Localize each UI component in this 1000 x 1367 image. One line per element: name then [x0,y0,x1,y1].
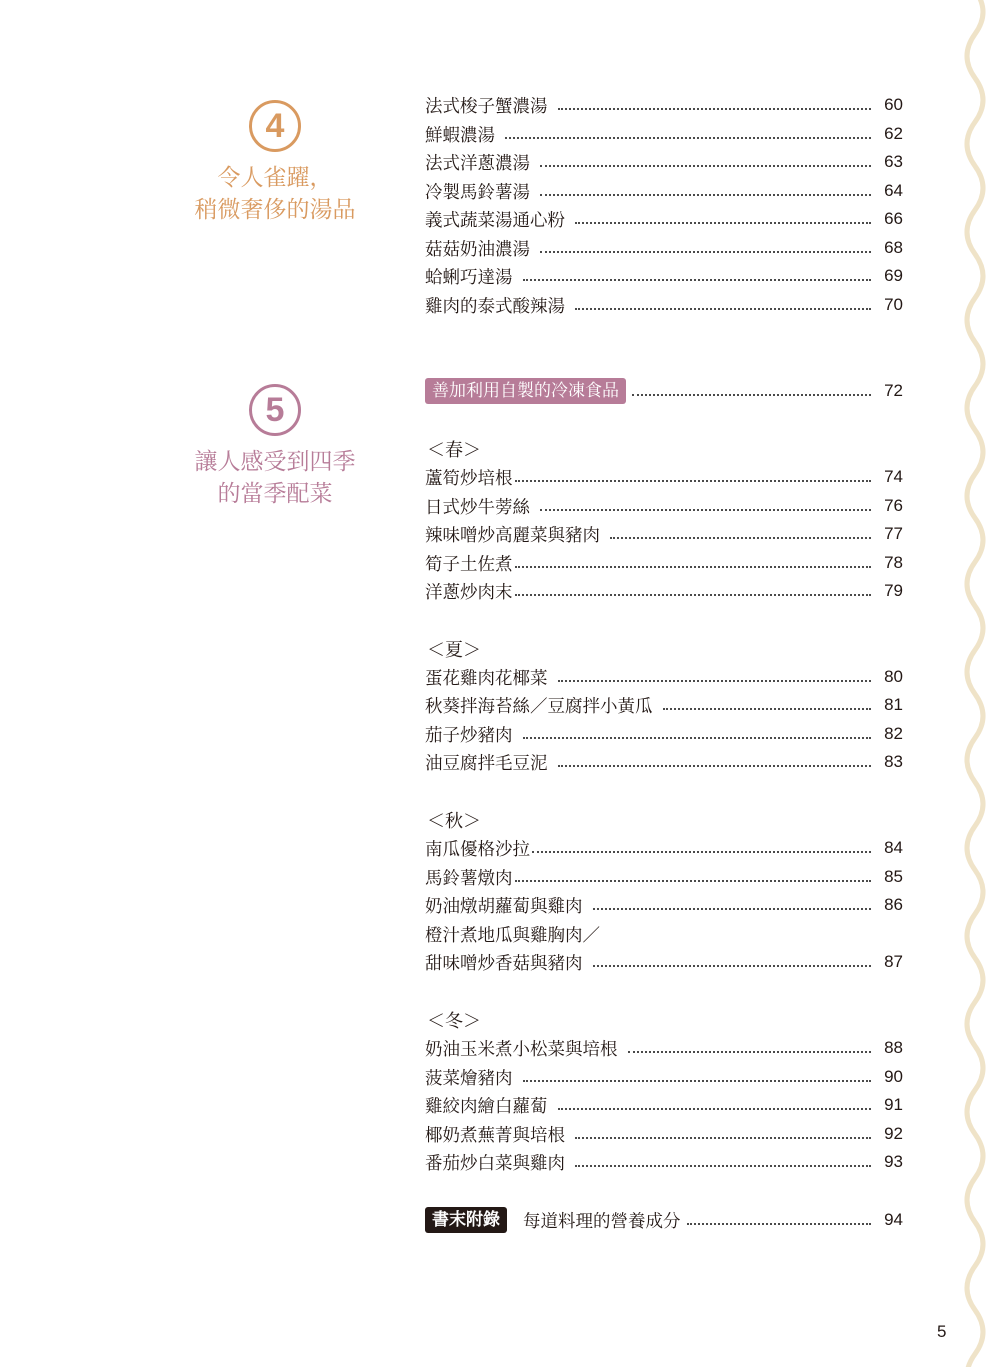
leader-dots [663,708,872,710]
entry-title: 洋蔥炒肉末 [425,582,513,603]
entry-page: 86 [884,895,903,914]
leader-dots [523,279,872,281]
entry-page: 68 [884,238,903,257]
toc-entry[interactable] [425,1034,903,1062]
entry-page: 69 [884,266,903,285]
leader-dots [540,251,871,253]
entry-page: 74 [884,467,903,486]
entry-page: 80 [884,667,903,686]
toc-entry[interactable] [425,1148,903,1176]
entry-page: 93 [884,1152,903,1171]
entry-title: 蘆筍炒培根 [425,468,513,489]
entry-title: 椰奶煮蕪菁與培根 [425,1125,565,1146]
leader-dots [575,222,871,224]
toc-entry[interactable] [425,1120,903,1148]
entry-page: 92 [884,1124,903,1143]
toc-entry[interactable] [425,863,903,891]
leader-dots [687,1223,872,1225]
leader-dots [558,108,872,110]
entry-page: 70 [884,295,903,314]
entry-title: 鮮蝦濃湯 [425,125,495,146]
entry-page: 84 [884,838,903,857]
leader-dots [515,880,872,882]
leader-dots [575,1137,871,1139]
toc-entry[interactable] [425,663,903,691]
toc-entry[interactable] [425,177,903,205]
toc-entry[interactable] [425,691,903,719]
wavy-border-decoration [930,0,1000,1367]
entry-page: 66 [884,209,903,228]
entry-title: 奶油玉米煮小松菜與培根 [425,1039,618,1060]
chapter-4-title-line1: 令人雀躍， [217,165,333,191]
entry-title: 蛋花雞肉花椰菜 [425,668,548,689]
entry-page: 85 [884,867,903,886]
chapter-5-title-line2: 的當季配菜 [217,481,333,507]
page-number: 5 [937,1322,947,1341]
season-header-autumn: ＜秋＞ [427,811,481,832]
toc-entry[interactable] [425,577,903,605]
leader-dots [515,594,872,596]
entry-title: 法式梭子蟹濃湯 [425,96,548,117]
leader-dots [558,765,872,767]
entry-title: 雞絞肉繪白蘿蔔 [425,1096,548,1117]
season-header-summer: ＜夏＞ [427,640,481,661]
toc-entry[interactable] [425,91,903,119]
toc-entry[interactable] [425,549,903,577]
toc-entry[interactable] [425,720,903,748]
entry-title: 番茄炒白菜與雞肉 [425,1153,565,1174]
leader-dots [575,308,871,310]
toc-entry[interactable] [425,291,903,319]
chapter-5-number-badge: 5 [249,384,301,436]
season-header-winter: ＜冬＞ [427,1011,481,1032]
leader-dots [540,194,871,196]
toc-entry[interactable] [425,205,903,233]
leader-dots [593,965,872,967]
leader-dots [593,908,872,910]
entry-title: 油豆腐拌毛豆泥 [425,753,548,774]
toc-entry[interactable] [425,262,903,290]
entry-page: 94 [884,1210,903,1229]
entry-title: 雞肉的泰式酸辣湯 [425,296,565,317]
entry-page: 72 [884,381,903,400]
entry-title: 馬鈴薯燉肉 [425,868,513,889]
chapter-4-heading [175,100,375,226]
entry-title: 秋葵拌海苔絲／豆腐拌小黃瓜 [425,696,653,717]
frozen-food-tag: 善加利用自製的冷凍食品 [425,378,626,404]
entry-title: 蛤蜊巧達湯 [425,267,513,288]
toc-entry[interactable] [425,463,903,491]
toc-entry-appendix[interactable] [425,1206,903,1234]
leader-dots [515,566,872,568]
entry-page: 77 [884,524,903,543]
entry-page: 81 [884,695,903,714]
leader-dots [515,480,872,482]
toc-entry[interactable] [425,891,903,919]
entry-page: 64 [884,181,903,200]
leader-dots [558,680,872,682]
leader-dots [523,737,872,739]
toc-entry[interactable] [425,748,903,776]
entry-title: 菇菇奶油濃湯 [425,239,530,260]
leader-dots [558,1108,872,1110]
toc-entry[interactable] [425,834,903,862]
leader-dots [523,1080,872,1082]
entry-page: 82 [884,724,903,743]
chapter-5-title-line1: 讓人感受到四季 [194,449,356,475]
entry-title: 義式蔬菜湯通心粉 [425,210,565,231]
toc-entry[interactable] [425,148,903,176]
entry-title: 辣味噌炒高麗菜與豬肉 [425,525,600,546]
leader-dots [610,537,871,539]
toc-entry[interactable] [425,948,903,976]
chapter-5-heading [175,384,375,510]
entry-page: 88 [884,1038,903,1057]
toc-entry[interactable] [425,120,903,148]
leader-dots [532,851,871,853]
toc-entry[interactable] [425,1063,903,1091]
entry-page: 83 [884,752,903,771]
entry-title: 奶油燉胡蘿蔔與雞肉 [425,896,583,917]
entry-title: 每道料理的營養成分 [523,1211,681,1232]
entry-title: 南瓜優格沙拉 [425,839,530,860]
toc-entry[interactable] [425,492,903,520]
toc-entry[interactable] [425,1091,903,1119]
leader-dots [632,394,871,396]
entry-title-line2: 甜味噌炒香菇與豬肉 [425,953,583,974]
leader-dots [575,1165,871,1167]
leader-dots [540,165,871,167]
entry-page: 62 [884,124,903,143]
entry-title: 菠菜燴豬肉 [425,1068,513,1089]
entry-page: 90 [884,1067,903,1086]
toc-entry[interactable] [425,234,903,262]
entry-page: 78 [884,553,903,572]
entry-title: 日式炒牛蒡絲 [425,497,530,518]
chapter-4-title-line2: 稍微奢侈的湯品 [194,197,356,223]
entry-page: 76 [884,496,903,515]
leader-dots [505,137,871,139]
chapter-4-number-badge: 4 [249,100,301,152]
entry-page: 63 [884,152,903,171]
season-header-spring: ＜春＞ [427,440,481,461]
appendix-tag: 書末附錄 [425,1207,507,1233]
entry-title: 冷製馬鈴薯湯 [425,182,530,203]
entry-title: 茄子炒豬肉 [425,725,513,746]
toc-entry-frozen-food[interactable] [425,377,903,405]
entry-page: 87 [884,952,903,971]
entry-page: 60 [884,95,903,114]
entry-title-line1: 橙汁煮地瓜與雞胸肉／ [425,925,600,946]
entry-page: 91 [884,1095,903,1114]
entry-page: 79 [884,581,903,600]
toc-entry-continued[interactable] [425,920,903,948]
entry-title: 筍子土佐煮 [425,554,513,575]
toc-entry[interactable] [425,520,903,548]
entry-title: 法式洋蔥濃湯 [425,153,530,174]
leader-dots [540,509,871,511]
leader-dots [628,1051,872,1053]
